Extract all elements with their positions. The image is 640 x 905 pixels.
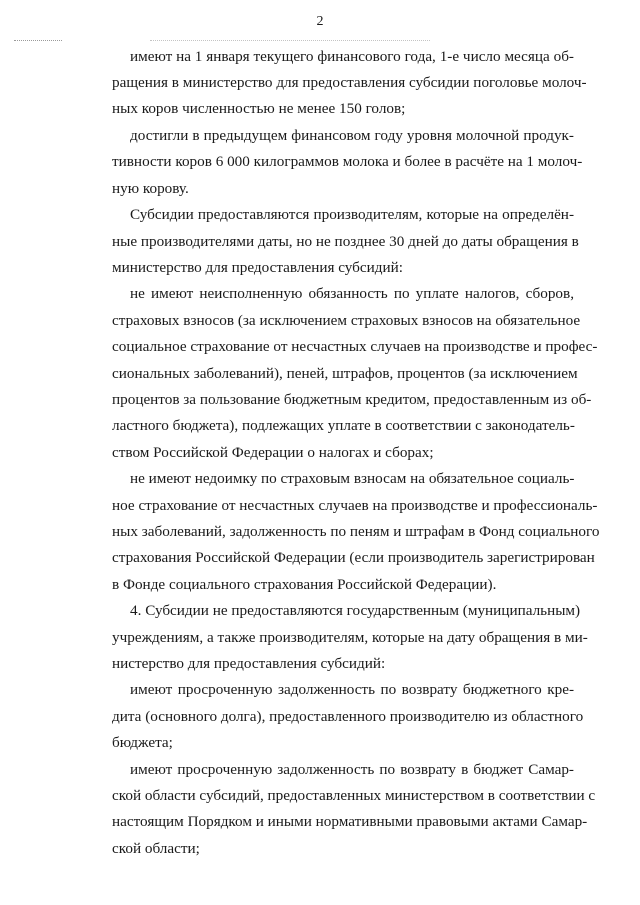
text-line: имеют просроченную задолженность по возврату в бюджет Самар- bbox=[130, 761, 574, 778]
text-line: не имеют неисполненную обязанность по уплате налогов, сборов, bbox=[130, 285, 574, 302]
text-line: учреждениям, а также производителям, которые на дату обращения в ми- bbox=[112, 629, 588, 646]
scan-artifact-mark bbox=[150, 40, 430, 43]
text-line: ное страхование от несчастных случаев на производстве и профессиональ- bbox=[112, 497, 598, 514]
text-line: ластного бюджета), подлежащих уплате в соответствии с законодатель- bbox=[112, 417, 575, 434]
text-line: ных коров численностью не менее 150 голов; bbox=[112, 100, 406, 117]
scan-artifact-mark bbox=[14, 40, 62, 43]
text-line: достигли в предыдущем финансовом году уровня молочной продук- bbox=[130, 127, 574, 144]
text-line: нистерство для предоставления субсидий: bbox=[112, 655, 386, 672]
text-line: социальное страхование от несчастных случаев на производстве и профес- bbox=[112, 338, 598, 355]
text-line: настоящим Порядком и иными нормативными правовыми актами Самар- bbox=[112, 813, 588, 830]
text-line: ные производителями даты, но не позднее 30 дней до даты обращения в bbox=[112, 233, 579, 250]
text-line: ством Российской Федерации о налогах и сборах; bbox=[112, 444, 434, 461]
text-line: ской области; bbox=[112, 840, 200, 857]
text-line: ную корову. bbox=[112, 180, 189, 197]
text-line: дита (основного долга), предоставленного производителю из областного bbox=[112, 708, 584, 725]
text-line: 4. Субсидии не предоставляются государственным (муниципальным) bbox=[130, 602, 581, 619]
text-line: в Фонде социального страхования Российской Федерации). bbox=[112, 576, 497, 593]
text-line: не имеют недоимку по страховым взносам на обязательное социаль- bbox=[130, 470, 575, 487]
page-number: 2 bbox=[316, 14, 324, 29]
text-line: ных заболеваний, задолженность по пеням и штрафам в Фонд социального bbox=[112, 523, 600, 540]
text-line: Субсидии предоставляются производителям, которые на определён- bbox=[130, 206, 574, 223]
text-line: ращения в министерство для предоставления субсидии поголовье молоч- bbox=[112, 74, 587, 91]
text-line: бюджета; bbox=[112, 734, 173, 751]
text-line: процентов за пользование бюджетным кредитом, предоставленным из об- bbox=[112, 391, 592, 408]
text-line: страховых взносов (за исключением страховых взносов на обязательное bbox=[112, 312, 581, 329]
text-line: имеют на 1 января текущего финансового года, 1-е число месяца об- bbox=[130, 48, 574, 65]
text-line: имеют просроченную задолженность по возврату бюджетного кре- bbox=[130, 681, 574, 698]
text-line: страхования Российской Федерации (если производитель зарегистрирован bbox=[112, 549, 595, 566]
text-line: ской области субсидий, предоставленных министерством в соответствии с bbox=[112, 787, 596, 804]
text-line: министерство для предоставления субсидий: bbox=[112, 259, 403, 276]
text-line: тивности коров 6 000 килограммов молока и более в расчёте на 1 молоч- bbox=[112, 153, 583, 170]
text-line: сиональных заболеваний), пеней, штрафов, процентов (за исключением bbox=[112, 365, 578, 382]
